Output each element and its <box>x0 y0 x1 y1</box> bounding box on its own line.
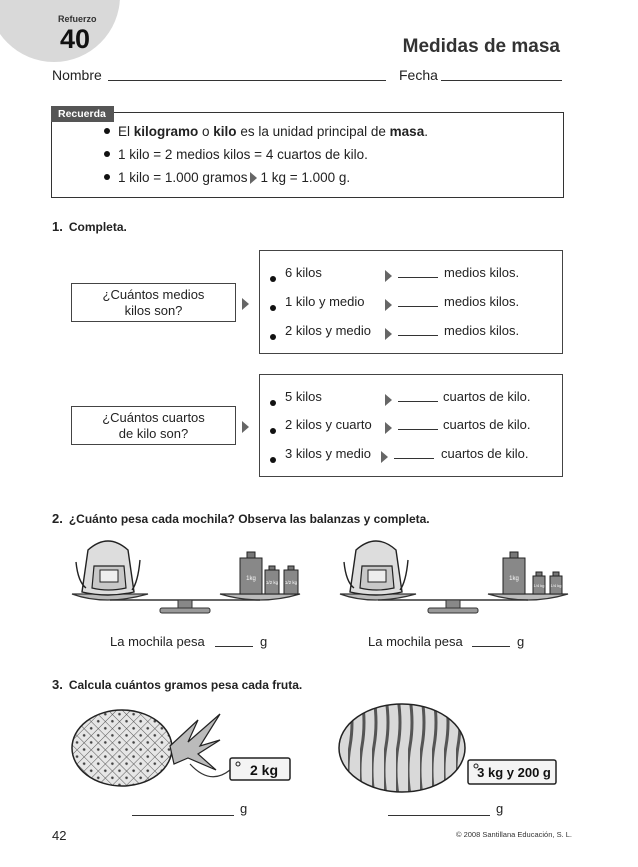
arrow-icon <box>250 172 257 184</box>
answer-blank[interactable] <box>215 646 253 647</box>
weight-1kg-icon <box>240 552 262 594</box>
svg-text:1/4 kg: 1/4 kg <box>533 583 545 588</box>
backpack-icon <box>344 541 408 595</box>
header-tag-label: Refuerzo <box>58 14 97 24</box>
answer-row: 3 kilos y medio cuartos de kilo. <box>270 446 555 462</box>
backpack-icon <box>76 541 140 595</box>
answer-blank[interactable] <box>398 323 438 336</box>
answer-blank[interactable] <box>398 389 438 402</box>
bullet-icon <box>104 128 110 134</box>
answer-blank[interactable] <box>398 294 438 307</box>
header-tag-number: 40 <box>60 24 91 54</box>
unit-label: g <box>496 801 504 816</box>
answer-row: 1 kilo y medio medios kilos. <box>270 294 550 310</box>
date-label: Fecha <box>399 67 438 83</box>
weight-1kg-icon <box>503 552 525 594</box>
copyright: © 2008 Santillana Educación, S. L. <box>455 830 572 839</box>
weight-tag-3kg-200g <box>468 760 556 784</box>
scale-illustration-right <box>328 530 578 615</box>
answer-blank[interactable] <box>398 417 438 430</box>
question-box-quarter-kilos: ¿Cuántos cuartos de kilo son? <box>71 406 236 445</box>
bullet-icon <box>104 151 110 157</box>
answer-row: 6 kilos medios kilos. <box>270 265 550 281</box>
unit-label: g <box>260 634 268 649</box>
exercise-2-title: 2. ¿Cuánto pesa cada mochila? Observa las balanzas y completa. <box>52 511 430 526</box>
svg-text:1/4 kg: 1/4 kg <box>550 583 562 588</box>
bullet-icon <box>270 276 276 282</box>
weight-tag-2kg <box>230 758 290 780</box>
name-label: Nombre <box>52 67 102 83</box>
bullet-icon <box>270 305 276 311</box>
bullet-icon <box>270 428 276 434</box>
rule-3: 1 kilo = 1.000 gramos 1 kg = 1.000 g. <box>104 170 350 185</box>
answer-row: 5 kilos cuartos de kilo. <box>270 389 555 405</box>
bullet-icon <box>270 457 276 463</box>
exercise-1-title: 1. Completa. <box>52 219 127 234</box>
weight-half-kg-icon <box>284 566 298 594</box>
svg-text:1/2 kg: 1/2 kg <box>265 580 279 585</box>
svg-text:1/2 kg: 1/2 kg <box>284 580 298 585</box>
recuerda-label: Recuerda <box>51 106 114 122</box>
arrow-icon <box>381 448 388 463</box>
watermelon-illustration <box>336 698 561 795</box>
rule-2: 1 kilo = 2 medios kilos = 4 cuartos de kilo. <box>104 147 368 162</box>
weight-quarter-kg-icon <box>533 572 545 594</box>
answer-blank[interactable] <box>472 646 510 647</box>
answer-blank[interactable] <box>394 446 434 459</box>
page-title: Medidas de masa <box>402 36 560 57</box>
arrow-icon <box>385 419 392 434</box>
arrow-icon <box>242 295 249 313</box>
weight-quarter-kg-icon <box>550 572 562 594</box>
svg-text:2 kg: 2 kg <box>249 762 279 778</box>
date-field[interactable] <box>441 80 562 81</box>
arrow-icon <box>242 418 249 436</box>
arrow-icon <box>385 391 392 406</box>
caption-left: La mochila pesa <box>110 634 205 649</box>
svg-text:1kg: 1kg <box>509 576 519 582</box>
answer-row: 2 kilos y cuarto cuartos de kilo. <box>270 417 555 433</box>
exercise-3-title: 3. Calcula cuántos gramos pesa cada fruta. <box>52 677 303 692</box>
pineapple-illustration <box>70 700 300 795</box>
bullet-icon <box>270 334 276 340</box>
scale-illustration-left <box>60 530 310 615</box>
answer-blank[interactable] <box>398 265 438 278</box>
question-box-half-kilos: ¿Cuántos medios kilos son? <box>71 283 236 322</box>
answer-blank[interactable] <box>388 815 490 816</box>
caption-right: La mochila pesa <box>368 634 463 649</box>
unit-label: g <box>240 801 248 816</box>
rule-1: El kilogramo o kilo es la unidad principal de masa. <box>104 124 428 139</box>
answer-blank[interactable] <box>132 815 234 816</box>
svg-text:3 kg y 200 g: 3 kg y 200 g <box>477 765 551 780</box>
arrow-icon <box>385 296 392 311</box>
name-field[interactable] <box>108 80 386 81</box>
weight-half-kg-icon <box>265 566 279 594</box>
bullet-icon <box>104 174 110 180</box>
svg-text:1kg: 1kg <box>246 576 256 582</box>
arrow-icon <box>385 267 392 282</box>
answer-row: 2 kilos y medio medios kilos. <box>270 323 550 339</box>
unit-label: g <box>517 634 525 649</box>
arrow-icon <box>385 325 392 340</box>
bullet-icon <box>270 400 276 406</box>
page-number: 42 <box>52 828 67 843</box>
